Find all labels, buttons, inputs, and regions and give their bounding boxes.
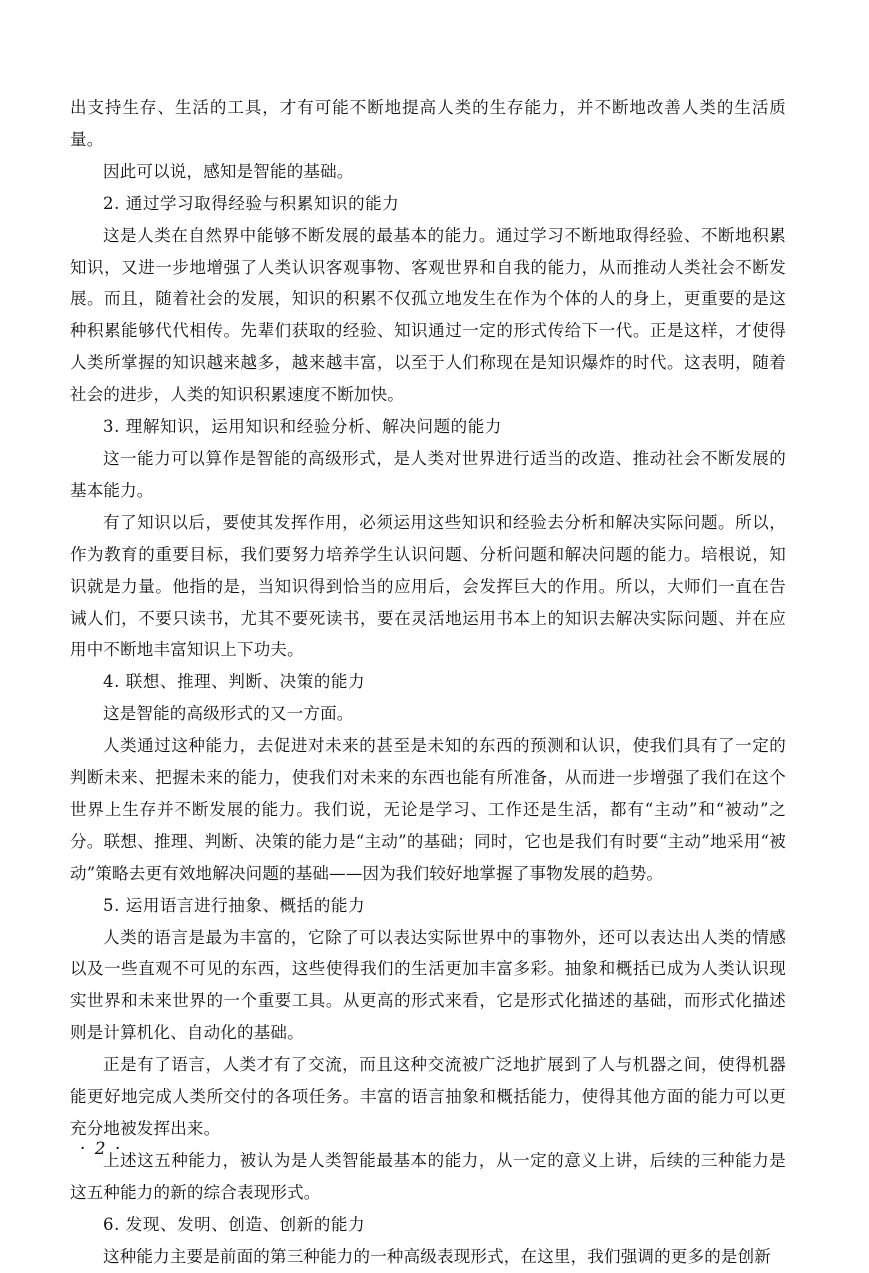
body-text bbox=[70, 92, 786, 1273]
paragraph: 人类通过这种能力，去促进对未来的甚至是未知的东西的预测和认识，使我们具有了一定的判断未来、把握未来的能力，使我们对未来的东西也能有所准备，从而进一步增强了我们在这个世界上生存并不断发展的能力。我们说，无论是学习、工作还是生活，都有“主动”和“被动”之分。联想、推理、判断、决策的能力是“主动”的基础；同时，它也是我们有时要“主动”地采用“被动”策略去更有效地解决问题的基础——因为我们较好地掌握了事物发展的趋势。 bbox=[70, 736, 786, 883]
paragraph-continuation: 出支持生存、生活的工具，才有可能不断地提高人类的生存能力，并不断地改善人类的生活质量。 bbox=[70, 98, 786, 149]
section-heading-2: 2. 通过学习取得经验与积累知识的能力 bbox=[103, 193, 400, 213]
section-heading-6: 6. 发现、发明、创造、创新的能力 bbox=[103, 1214, 366, 1234]
section-heading-4: 4. 联想、推理、判断、决策的能力 bbox=[103, 672, 366, 692]
paragraph: 上述这五种能力，被认为是人类智能最基本的能力，从一定的意义上讲，后续的三种能力是这五种能力的新的综合表现形式。 bbox=[70, 1150, 786, 1202]
paragraph: 正是有了语言，人类才有了交流，而且这种交流被广泛地扩展到了人与机器之间，使得机器能更好地完成人类所交付的各项任务。丰富的语言抽象和概括能力，使得其他方面的能力可以更充分地被发挥出来。 bbox=[70, 1055, 786, 1138]
section-heading-5: 5. 运用语言进行抽象、概括的能力 bbox=[103, 895, 366, 915]
paragraph: 这种能力主要是前面的第三种能力的一种高级表现形式，在这里，我们强调的更多的是创新 bbox=[103, 1246, 771, 1266]
paragraph: 这是人类在自然界中能够不断发展的最基本的能力。通过学习不断地取得经验、不断地积累知识，又进一步地增强了人类认识客观事物、客观世界和自我的能力，从而推动人类社会不断发展。而且，随着社会的发展，知识的积累不仅孤立地发生在作为个体的人的身上，更重要的是这种积累能够代代相传。先辈们获取的经验、知识通过一定的形式传给下一代。正是这样，才使得人类所掌握的知识越来越多，越来越丰富，以至于人们称现在是知识爆炸的时代。这表明，随着社会的进步，人类的知识积累速度不断加快。 bbox=[70, 225, 786, 405]
paragraph: 这一能力可以算作是智能的高级形式，是人类对世界进行适当的改造、推动社会不断发展的基本能力。 bbox=[70, 448, 786, 500]
paragraph: 因此可以说，感知是智能的基础。 bbox=[103, 161, 354, 181]
paragraph: 这是智能的高级形式的又一方面。 bbox=[103, 704, 354, 724]
page-number: · 2 · bbox=[80, 1139, 123, 1159]
section-heading-3: 3. 理解知识，运用知识和经验分析、解决问题的能力 bbox=[103, 417, 502, 437]
paragraph: 人类的语言是最为丰富的，它除了可以表达实际世界中的事物外，还可以表达出人类的情感以及一些直观不可见的东西，这些使得我们的生活更加丰富多彩。抽象和概括已成为人类认识现实世界和未来世界的一个重要工具。从更高的形式来看，它是形式化描述的基础，而形式化描述则是计算机化、自动化的基础。 bbox=[70, 927, 786, 1043]
paragraph: 有了知识以后，要使其发挥作用，必须运用这些知识和经验去分析和解决实际问题。所以，作为教育的重要目标，我们要努力培养学生认识问题、分析问题和解决问题的能力。培根说，知识就是力量。他指的是，当知识得到恰当的应用后，会发挥巨大的作用。所以，大师们一直在告诫人们，不要只读书，尤其不要死读书，要在灵活地运用书本上的知识去解决实际问题、并在应用中不断地丰富知识上下功夫。 bbox=[70, 512, 786, 660]
